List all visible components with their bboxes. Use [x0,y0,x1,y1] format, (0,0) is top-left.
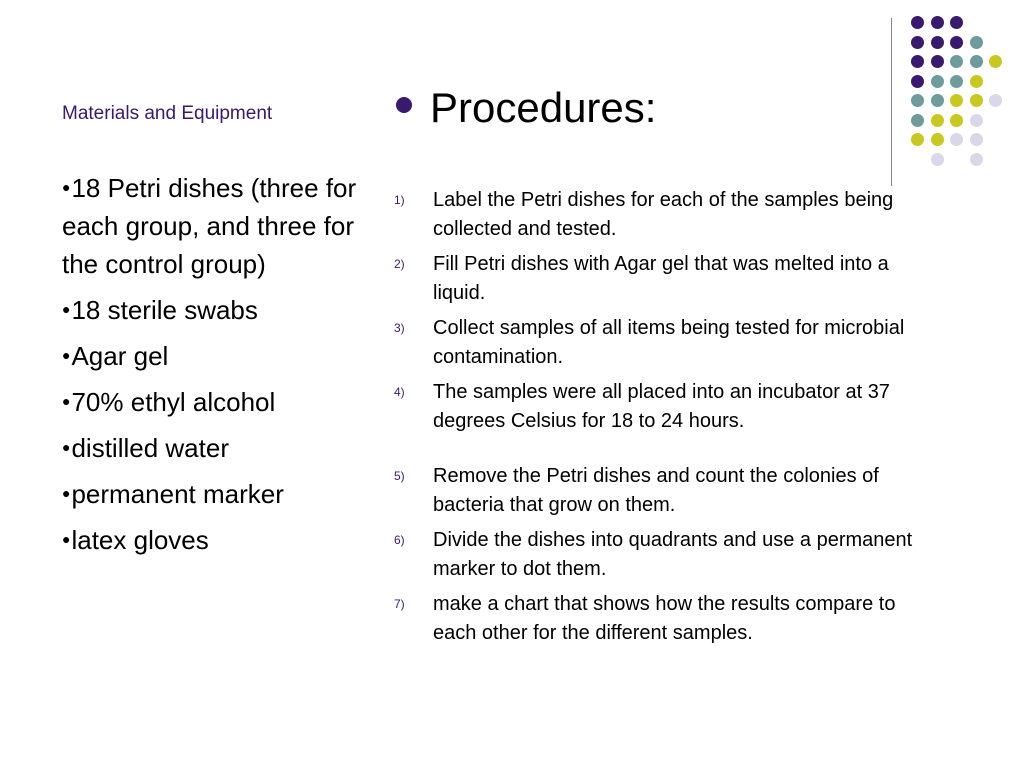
procedure-step [394,186,934,244]
decorative-dot [931,16,944,29]
materials-item: ●permanent marker [62,479,284,509]
decorative-dot [950,114,963,127]
decorative-dot [911,55,924,68]
bullet-icon: ● [62,179,71,195]
bullet-icon: ● [62,347,71,363]
decorative-dot [911,133,924,146]
decorative-dot [989,94,1002,107]
step-text: Collect samples of all items being tested for microbial contamination. [433,317,905,368]
decorative-dot [970,133,983,146]
decorative-divider [891,18,892,186]
step-text: make a chart that shows how the results compare to each other for the different samples. [433,593,896,644]
decorative-dot [950,55,963,68]
decorative-dot [911,36,924,49]
procedure-step [394,590,934,648]
bullet-icon: ● [62,485,71,501]
decorative-dot [931,94,944,107]
bullet-icon: ● [62,393,71,409]
decorative-dot [950,133,963,146]
procedure-step [394,250,934,308]
step-number: 5) [394,469,405,483]
step-number: 3) [394,321,405,335]
decorative-dot [911,16,924,29]
step-number: 6) [394,533,405,547]
decorative-dot [931,36,944,49]
procedure-step [394,314,934,372]
decorative-dot [911,75,924,88]
decorative-dot [950,75,963,88]
decorative-dot [931,153,944,166]
step-text: Fill Petri dishes with Agar gel that was melted into a liquid. [433,253,889,304]
procedures-heading-text: Procedures: [430,84,657,131]
step-text: Label the Petri dishes for each of the samples being collected and tested. [433,189,894,240]
procedure-step [394,378,934,436]
procedure-step [394,526,934,584]
bullet-icon: ● [62,301,71,317]
decorative-dot [970,75,983,88]
decorative-dot [970,94,983,107]
materials-list [62,168,380,566]
decorative-dot [970,153,983,166]
decorative-dot [950,16,963,29]
decorative-dot [931,75,944,88]
decorative-dot [970,114,983,127]
decorative-dot [911,114,924,127]
materials-item: ●18 sterile swabs [62,295,258,325]
slide-title: Materials and Equipment [62,103,273,124]
step-text: Divide the dishes into quadrants and use a permanent marker to dot them. [433,529,913,580]
bullet-icon: ● [62,531,71,547]
bullet-icon: ● [62,439,71,455]
step-number: 4) [394,385,405,399]
materials-item: ●distilled water [62,433,229,463]
procedure-steps [394,186,934,654]
decorative-dot [931,55,944,68]
decorative-dot [950,94,963,107]
step-number: 2) [394,257,405,271]
decorative-dot [970,55,983,68]
materials-item: ●18 Petri dishes (three for each group, and three for the control group) [62,173,357,279]
procedure-step [394,462,934,520]
materials-item: ●Agar gel [62,341,169,371]
decorative-dot [931,133,944,146]
decorative-dot [989,55,1002,68]
materials-item: ●latex gloves [62,525,209,555]
procedures-heading [396,84,656,132]
step-number: 1) [394,193,405,207]
step-text: The samples were all placed into an incubator at 37 degrees Celsius for 18 to 24 hours. [433,381,890,432]
decorative-dot [970,36,983,49]
step-text: Remove the Petri dishes and count the colonies of bacteria that grow on them. [433,465,879,516]
decorative-dot [950,36,963,49]
step-number: 7) [394,597,405,611]
decorative-dot-grid [911,16,1011,166]
decorative-dot [911,94,924,107]
materials-item: ●70% ethyl alcohol [62,387,276,417]
bullet-icon [396,97,412,113]
decorative-dot [931,114,944,127]
